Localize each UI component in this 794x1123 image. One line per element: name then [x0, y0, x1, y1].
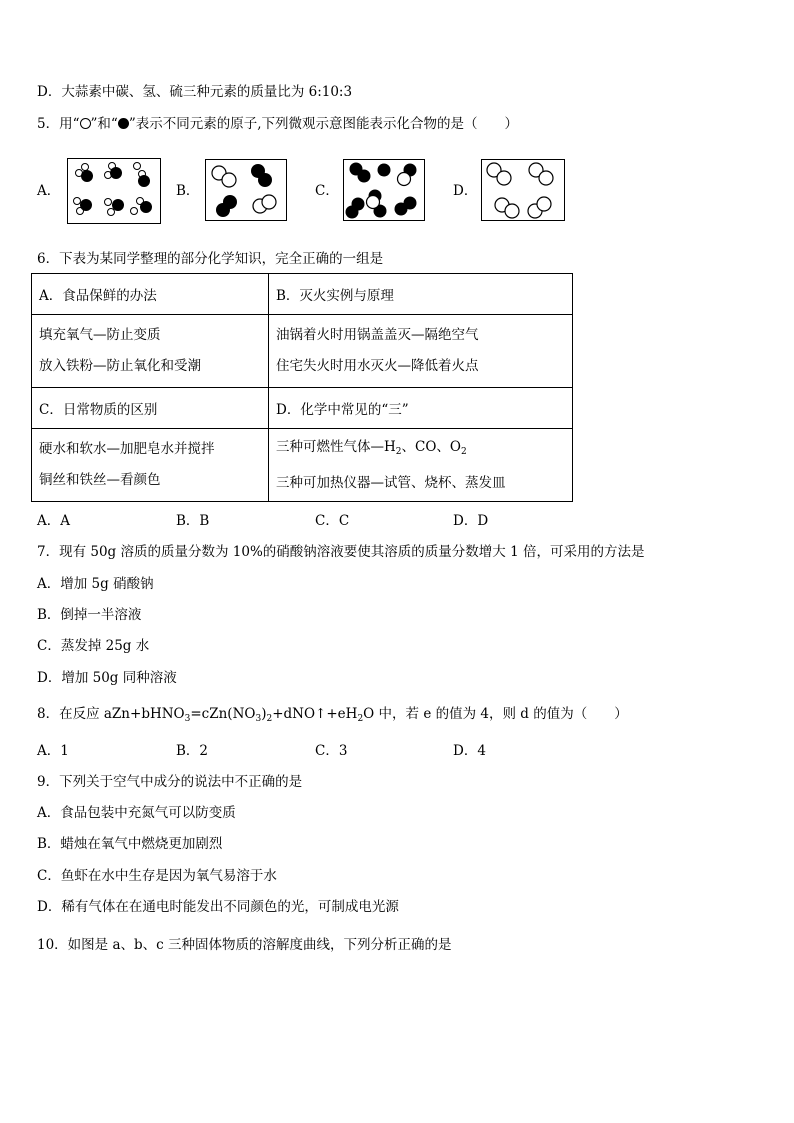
q8-stem-p5: O 中，若 e 的值为 4，则 d 的值为（ ）	[363, 706, 628, 722]
q5-stem-part3: ”表示不同元素的原子,下列微观示意图能表示化合物的是（ ）	[128, 116, 519, 132]
q7-option-b: B．倒掉一半溶液	[37, 607, 142, 623]
q6-option-a: A．A	[37, 513, 70, 529]
q6-d-line1	[276, 432, 572, 468]
q9-option-d: D．稀有气体在在通电时能发出不同颜色的光，可制成电光源	[37, 899, 399, 915]
q5-diagram-b	[205, 159, 287, 221]
q8-option-b: B．2	[176, 743, 209, 759]
q6-a-line1: 填充氧气—防止变质	[39, 327, 161, 343]
q7-stem: 7．现有 50g 溶质的质量分数为 10%的硝酸钠溶液要使其溶质的质量分数增大 1 倍，可采用的方法是	[37, 544, 645, 560]
q6-d-line1-a: 三种可燃性气体—H	[276, 438, 396, 455]
q10-stem: 10．如图是 a、b、c 三种固体物质的溶解度曲线，下列分析正确的是	[37, 937, 452, 953]
q6-option-d: D．D	[453, 513, 489, 529]
q6-c-line1: 硬水和软水—加肥皂水并搅拌	[39, 441, 215, 457]
q8-stem-p3: )	[261, 706, 267, 722]
q5-diagram-d	[481, 159, 565, 221]
q6-cell-a-body	[32, 315, 269, 388]
q7-option-a: A．增加 5g 硝酸钠	[37, 576, 154, 592]
black-atom-icon	[118, 118, 129, 129]
q5-label-c: C．	[315, 183, 339, 199]
q5-diagram-c	[343, 159, 425, 221]
q8-option-c: C．3	[315, 743, 348, 759]
q6-cell-d-body	[269, 429, 573, 502]
q6-b-line1: 油锅着火时用锅盖盖灭—隔绝空气	[276, 327, 479, 343]
q5-stem-part2: ”和“	[90, 116, 118, 132]
compound-molecules-diagram	[68, 159, 160, 223]
q5-stem-part1: 5．用“	[37, 116, 80, 132]
q6-d-line1-sub1: 2	[395, 446, 402, 457]
q8-stem-s1: 3	[184, 714, 191, 724]
q6-cell-b-body	[269, 315, 573, 388]
element-molecules-diagram	[482, 160, 564, 220]
q8-stem	[37, 705, 628, 728]
q5-label-a: A．	[37, 183, 61, 199]
q8-stem-p1: 8．在反应 aZn+bHNO	[37, 706, 185, 722]
q6-a-line2: 放入铁粉—防止氧化和受潮	[39, 358, 201, 374]
q6-d-line1-sub2: 2	[460, 446, 467, 457]
q6-d-line1-b: 、CO、O	[401, 438, 461, 455]
q5-label-d: D．	[453, 183, 478, 199]
mixture-elements-diagram	[206, 160, 286, 220]
q8-option-d: D．4	[453, 743, 486, 759]
white-atom-icon	[80, 118, 91, 129]
q5-diagram-a	[67, 158, 161, 224]
q5-stem	[37, 115, 518, 133]
q8-option-a: A．1	[37, 743, 69, 759]
q6-d-line2: 三种可加热仪器—试管、烧杯、蒸发皿	[276, 474, 506, 491]
q4-option-d: D．大蒜素中碳、氢、硫三种元素的质量比为 6:10:3	[37, 84, 353, 100]
q6-stem: 6．下表为某同学整理的部分化学知识，完全正确的一组是	[37, 251, 384, 267]
q6-c-line2: 铜丝和铁丝—看颜色	[39, 472, 161, 488]
q5-label-b: B．	[176, 183, 200, 199]
q9-option-c: C．鱼虾在水中生存是因为氧气易溶于水	[37, 868, 277, 884]
q9-stem: 9．下列关于空气中成分的说法中不正确的是	[37, 774, 303, 790]
q6-b-line2: 住宅失火时用水灭火—降低着火点	[276, 358, 479, 374]
q9-option-b: B．蜡烛在氧气中燃烧更加剧烈	[37, 836, 223, 852]
q6-knowledge-table	[31, 273, 573, 502]
q8-stem-s2: 3	[255, 714, 262, 724]
q8-stem-s3: 2	[266, 714, 273, 724]
q7-option-c: C．蒸发掉 25g 水	[37, 638, 150, 654]
q6-cell-b-header: B．灭火实例与原理	[269, 274, 573, 315]
mixture-molecules-diagram	[344, 160, 424, 220]
q6-cell-d-header: D．化学中常见的“三”	[269, 388, 573, 429]
q8-stem-p4: +dNO↑+eH	[272, 706, 358, 722]
q6-cell-c-body	[32, 429, 269, 502]
q6-option-c: C．C	[315, 513, 350, 529]
q8-stem-p2: =cZn(NO	[190, 706, 256, 722]
q9-option-a: A．食品包装中充氮气可以防变质	[37, 805, 236, 821]
q6-cell-c-header: C．日常物质的区别	[32, 388, 269, 429]
q6-cell-a-header: A．食品保鲜的办法	[32, 274, 269, 315]
q7-option-d: D．增加 50g 同种溶液	[37, 670, 177, 686]
q6-option-b: B．B	[176, 513, 210, 529]
q8-stem-s4: 2	[357, 714, 364, 724]
